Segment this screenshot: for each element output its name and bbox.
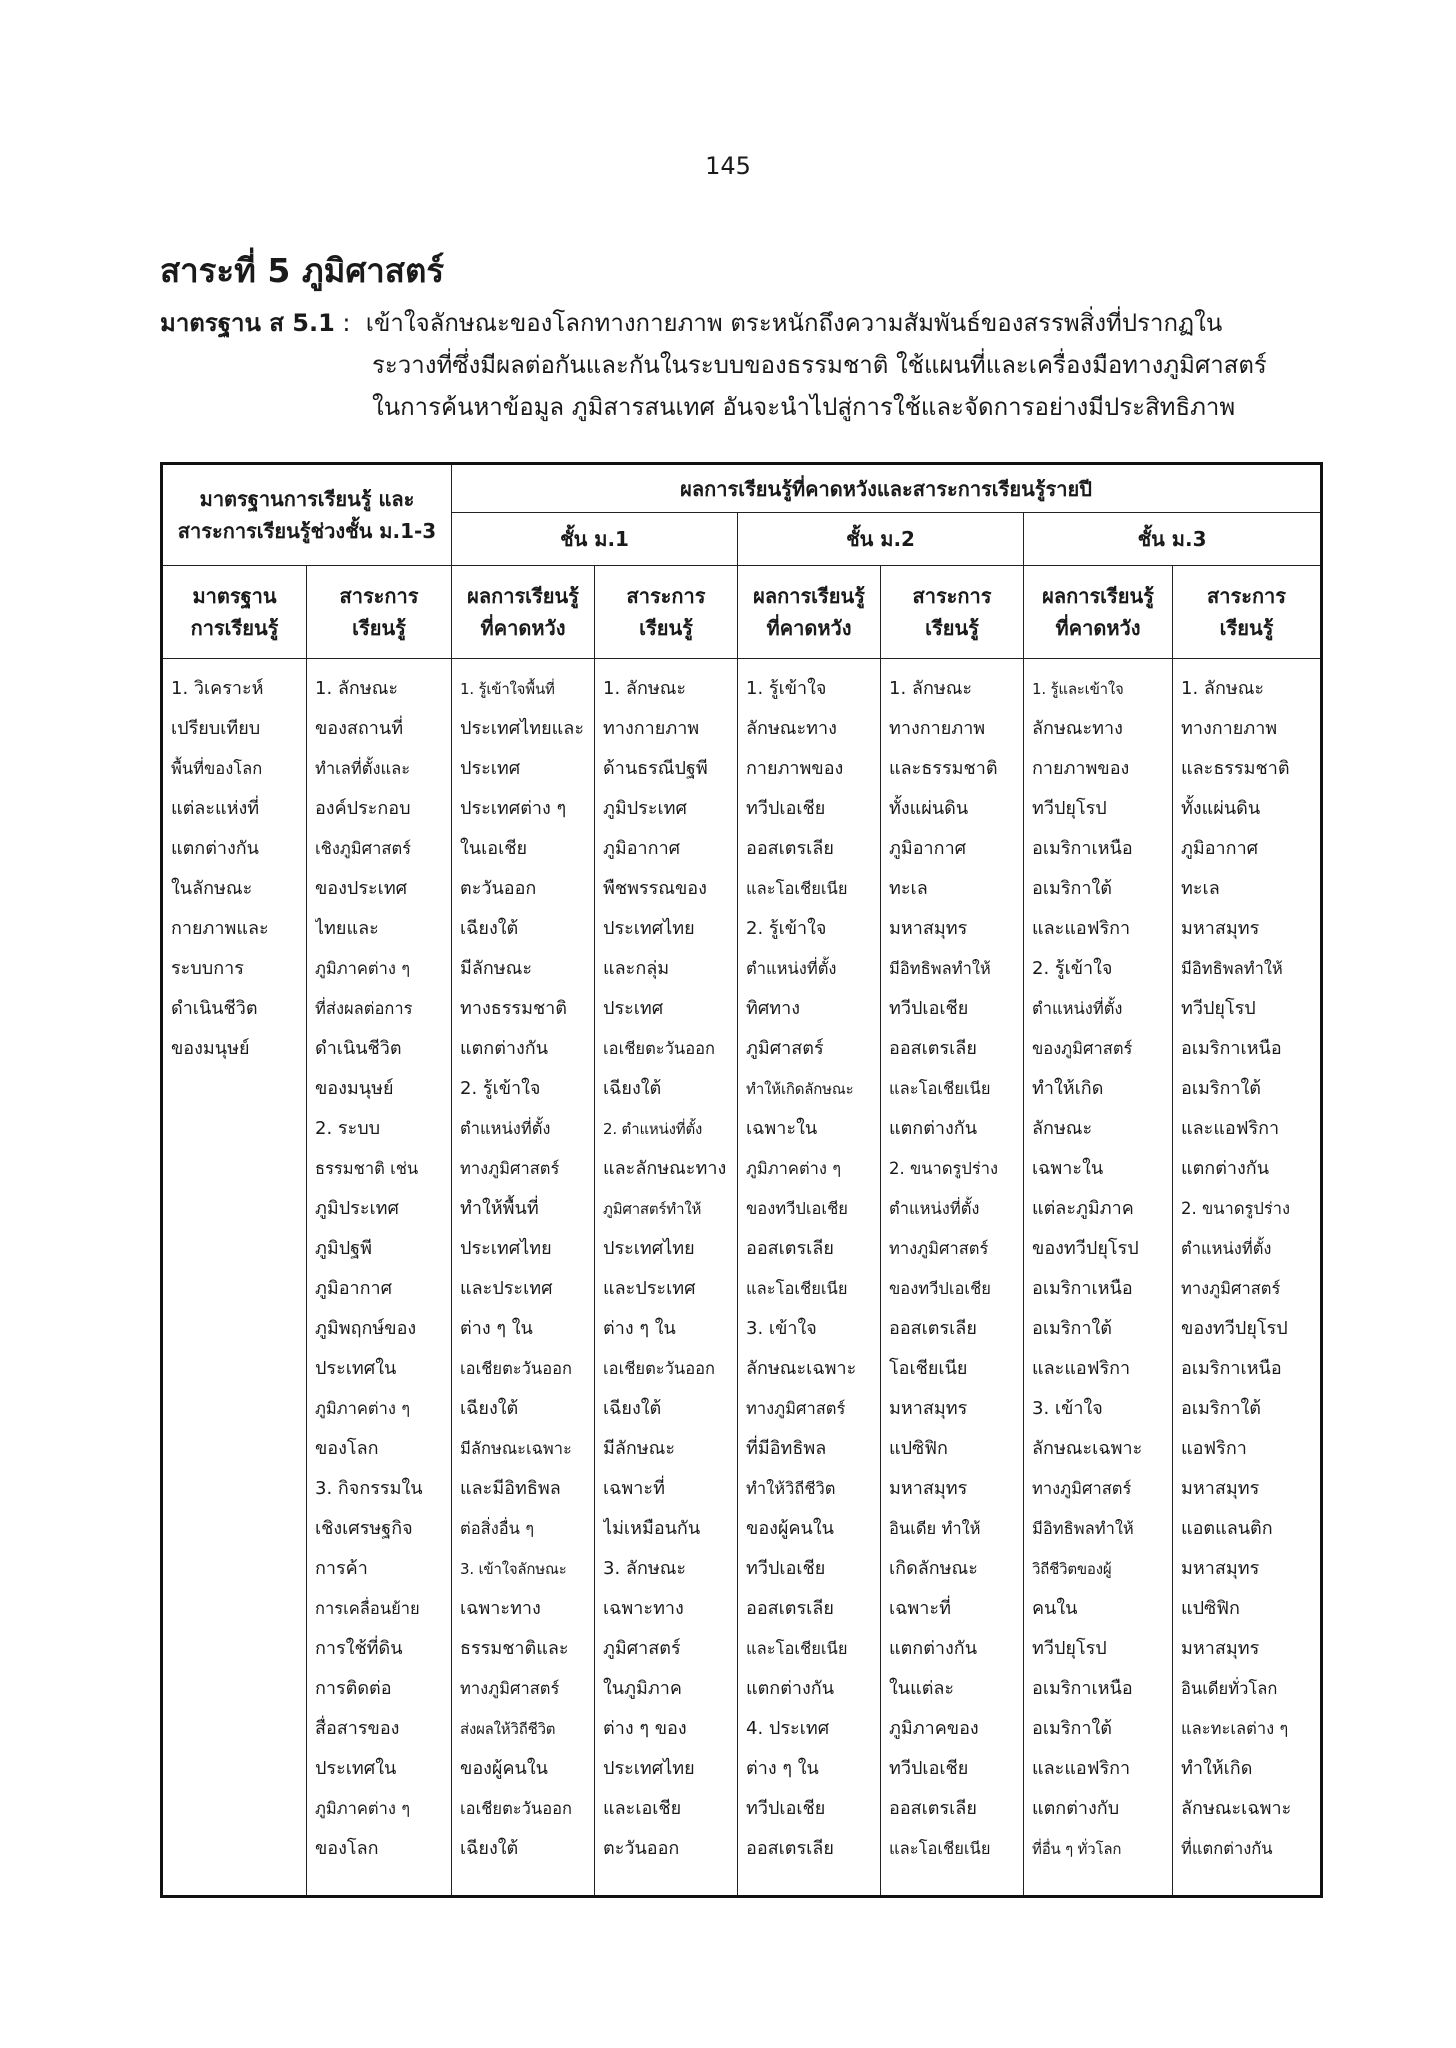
cell-line: แตกต่างกัน bbox=[460, 1038, 548, 1059]
cell-line: การค้า bbox=[315, 1558, 368, 1579]
strand-title: สาระที่ 5 ภูมิศาสตร์ bbox=[160, 251, 445, 290]
cell-line: ภูมิภาคต่าง ๆ bbox=[746, 1159, 842, 1178]
header-left-line-1: มาตรฐานการเรียนรู้ และ bbox=[199, 487, 415, 511]
cell-line: เฉียงใต้ bbox=[460, 918, 519, 939]
cell-line: เกิดลักษณะ bbox=[889, 1558, 978, 1579]
cell-line: ประเทศใน bbox=[315, 1758, 397, 1779]
cell-line: เฉพาะทาง bbox=[603, 1598, 684, 1619]
cell-line: แตกต่างกัน bbox=[889, 1638, 977, 1659]
cell-line: ตะวันออก bbox=[603, 1838, 680, 1859]
cell-line: ประเทศ bbox=[460, 758, 521, 779]
cell-m2-content bbox=[881, 659, 1024, 1897]
cell-line: อเมริกาเหนือ bbox=[1032, 838, 1133, 859]
cell-line: ออสเตรเลีย bbox=[889, 1318, 977, 1339]
cell-m1-outcomes bbox=[452, 659, 595, 1897]
standard-label: มาตรฐาน ส 5.1 bbox=[160, 309, 335, 337]
subheader-m2-content: สาระการ เรียนรู้ bbox=[881, 566, 1024, 659]
cell-line: ทั้งแผ่นดิน bbox=[1181, 798, 1261, 819]
cell-line: ทางภูมิศาสตร์ bbox=[460, 1679, 560, 1698]
cell-line: และโอเชียเนีย bbox=[889, 1079, 991, 1098]
cell-line: ภูมิศาสตร์ bbox=[746, 1038, 824, 1059]
header-left-line-2: สาระการเรียนรู้ช่วงชั้น ม.1-3 bbox=[177, 519, 437, 543]
subheader-m1-content: สาระการ เรียนรู้ bbox=[595, 566, 738, 659]
cell-line: ทำเลที่ตั้งและ bbox=[315, 759, 411, 778]
cell-line: 2. รู้เข้าใจ bbox=[1032, 958, 1113, 979]
cell-line: 2. ขนาดรูปร่าง bbox=[1181, 1199, 1291, 1218]
cell-line: การติดต่อ bbox=[315, 1678, 392, 1699]
cell-line: ทางธรรมชาติ bbox=[460, 998, 567, 1019]
cell-line: 1. รู้และเข้าใจ bbox=[1032, 680, 1124, 698]
cell-line: พืชพรรณของ bbox=[603, 878, 707, 899]
cell-line: ทำให้วิถีชีวิต bbox=[746, 1479, 836, 1498]
cell-line: ลักษณะทาง bbox=[746, 718, 837, 739]
cell-line: เฉียงใต้ bbox=[460, 1838, 519, 1859]
cell-line: อเมริกาใต้ bbox=[1181, 1078, 1261, 1099]
cell-line: มหาสมุทร bbox=[1181, 918, 1260, 939]
cell-line: ลักษณะเฉพาะ bbox=[1032, 1438, 1143, 1459]
cell-line: ทวีปเอเชีย bbox=[889, 1758, 969, 1779]
cell-line: มหาสมุทร bbox=[1181, 1478, 1260, 1499]
cell-line: ประเทศไทย bbox=[603, 1238, 695, 1259]
cell-line: คนใน bbox=[1032, 1598, 1078, 1619]
cell-line: 1. ลักษณะ bbox=[315, 678, 399, 699]
cell-line: มหาสมุทร bbox=[889, 918, 968, 939]
cell-line: เฉพาะทาง bbox=[460, 1598, 541, 1619]
standard-separator: : bbox=[334, 309, 366, 337]
cell-line: มีอิทธิพลทำให้ bbox=[1181, 959, 1283, 978]
cell-line: อเมริกาใต้ bbox=[1181, 1398, 1261, 1419]
standard-text-line-2: ระวางที่ซึ่งมีผลต่อกันและกันในระบบของธรรมชาติ ใช้แผนที่และเครื่องมือทางภูมิศาสตร์ bbox=[372, 351, 1267, 379]
cell-m3-content bbox=[1173, 659, 1322, 1897]
cell-line: อินเดีย ทำให้ bbox=[889, 1519, 981, 1538]
cell-line: ที่อื่น ๆ ทั่วโลก bbox=[1032, 1840, 1122, 1858]
cell-line: 3. เข้าใจ bbox=[1032, 1398, 1103, 1419]
cell-line: แตกต่างกัน bbox=[1181, 1158, 1269, 1179]
cell-line: ภูมิประเทศ bbox=[603, 798, 687, 819]
cell-line: ตำแหน่งที่ตั้ง bbox=[460, 1119, 551, 1138]
standard-text-line-3: ในการค้นหาข้อมูล ภูมิสารสนเทศ อันจะนำไปสู่การใช้และจัดการอย่างมีประสิทธิภาพ bbox=[372, 393, 1236, 421]
cell-line: ธรรมชาติและ bbox=[460, 1638, 569, 1659]
cell-line: ภูมิศาสตร์ทำให้ bbox=[603, 1200, 702, 1218]
cell-line: ภูมิภาคต่าง ๆ bbox=[315, 959, 411, 978]
table-row bbox=[162, 659, 1322, 1897]
cell-line: พื้นที่ของโลก bbox=[171, 759, 263, 778]
cell-line: 3. เข้าใจลักษณะ bbox=[460, 1560, 567, 1578]
cell-line: แตกต่างกัน bbox=[171, 838, 259, 859]
cell-line: ทางกายภาพ bbox=[603, 718, 700, 739]
standard-statement bbox=[160, 302, 1320, 428]
cell-line: ออสเตรเลีย bbox=[889, 1038, 977, 1059]
cell-line: มหาสมุทร bbox=[1181, 1558, 1260, 1579]
standard-text-line-1: เข้าใจลักษณะของโลกทางกายภาพ ตระหนักถึงความสัมพันธ์ของสรรพสิ่งที่ปรากฏใน bbox=[365, 309, 1223, 337]
cell-m1-content bbox=[595, 659, 738, 1897]
cell-line: ระบบการ bbox=[171, 958, 244, 979]
cell-line: แปซิฟิก bbox=[1181, 1598, 1240, 1619]
cell-line: และธรรมชาติ bbox=[1181, 758, 1290, 779]
cell-line: ประเทศไทย bbox=[603, 1758, 695, 1779]
cell-line: เฉพาะใน bbox=[746, 1118, 818, 1139]
cell-line: เฉพาะที่ bbox=[889, 1598, 951, 1619]
cell-line: ต่อสิ่งอื่น ๆ bbox=[460, 1519, 535, 1538]
cell-line: ทวีปยุโรป bbox=[1181, 998, 1256, 1019]
cell-line: กายภาพของ bbox=[1032, 758, 1130, 779]
cell-line: ของมนุษย์ bbox=[171, 1038, 250, 1059]
cell-line: แปซิฟิก bbox=[889, 1438, 948, 1459]
cell-line: มหาสมุทร bbox=[889, 1478, 968, 1499]
cell-line: ทำให้พื้นที่ bbox=[460, 1198, 539, 1219]
cell-line: ประเทศ bbox=[603, 998, 664, 1019]
cell-line: กายภาพของ bbox=[746, 758, 844, 779]
cell-line: ไทยและ bbox=[315, 918, 379, 939]
grade-m3-header: ชั้น ม.3 bbox=[1024, 513, 1322, 566]
cell-line: วิถีชีวิตของผู้ bbox=[1032, 1560, 1112, 1578]
cell-line: ทางภูมิศาสตร์ bbox=[1032, 1479, 1132, 1498]
cell-line: และธรรมชาติ bbox=[889, 758, 998, 779]
cell-line: ภูมิพฤกษ์ของ bbox=[315, 1318, 417, 1339]
cell-line: ของทวีปเอเชีย bbox=[746, 1199, 848, 1218]
subheader-m3-outcomes: ผลการเรียนรู้ ที่คาดหวัง bbox=[1024, 566, 1173, 659]
cell-m3-outcomes bbox=[1024, 659, 1173, 1897]
cell-line: และแอฟริกา bbox=[1181, 1118, 1280, 1139]
cell-line: ของโลก bbox=[315, 1838, 379, 1859]
cell-line: อเมริกาเหนือ bbox=[1181, 1038, 1282, 1059]
cell-line: เฉียงใต้ bbox=[460, 1398, 519, 1419]
cell-line: ดำเนินชีวิต bbox=[315, 1038, 402, 1059]
cell-line: มหาสมุทร bbox=[1181, 1638, 1260, 1659]
cell-line: ต่าง ๆ ใน bbox=[746, 1758, 819, 1779]
cell-line: มีลักษณะเฉพาะ bbox=[460, 1439, 572, 1458]
cell-line: ทวีปเอเชีย bbox=[889, 998, 969, 1019]
cell-line: เอเชียตะวันออก bbox=[460, 1799, 573, 1818]
cell-line: และลักษณะทาง bbox=[603, 1158, 727, 1179]
cell-line: 3. ลักษณะ bbox=[603, 1558, 687, 1579]
cell-line: แอตแลนติก bbox=[1181, 1518, 1273, 1539]
cell-line: เชิงภูมิศาสตร์ bbox=[315, 839, 412, 858]
cell-line: 1. ลักษณะ bbox=[889, 678, 973, 699]
cell-line: ประเทศใน bbox=[315, 1358, 397, 1379]
cell-line: ออสเตรเลีย bbox=[746, 1598, 834, 1619]
cell-line: และโอเชียเนีย bbox=[746, 1639, 848, 1658]
cell-line: ทิศทาง bbox=[746, 998, 801, 1019]
cell-line: อเมริกาใต้ bbox=[1032, 1318, 1112, 1339]
cell-line: ตำแหน่งที่ตั้ง bbox=[1181, 1239, 1272, 1258]
header-yearly-outcomes: ผลการเรียนรู้ที่คาดหวังและสาระการเรียนรู้รายปี bbox=[452, 464, 1322, 513]
cell-line: เอเชียตะวันออก bbox=[460, 1359, 573, 1378]
cell-line: ภูมิภาคต่าง ๆ bbox=[315, 1399, 411, 1418]
cell-line: ภูมิอากาศ bbox=[889, 838, 967, 859]
cell-line: และโอเชียเนีย bbox=[746, 1279, 848, 1298]
cell-line: โอเชียเนีย bbox=[889, 1358, 968, 1379]
cell-m2-outcomes bbox=[738, 659, 881, 1897]
cell-line: 2. ตำแหน่งที่ตั้ง bbox=[603, 1120, 703, 1138]
cell-line: และประเทศ bbox=[460, 1278, 553, 1299]
cell-line: ออสเตรเลีย bbox=[746, 1838, 834, 1859]
cell-line: การใช้ที่ดิน bbox=[315, 1638, 403, 1659]
cell-line: และแอฟริกา bbox=[1032, 918, 1131, 939]
cell-line: ที่มีอิทธิพล bbox=[746, 1438, 827, 1459]
cell-line: ของสถานที่ bbox=[315, 718, 404, 739]
cell-line: 2. รู้เข้าใจ bbox=[460, 1078, 541, 1099]
grade-m2-header: ชั้น ม.2 bbox=[738, 513, 1024, 566]
cell-line: และประเทศ bbox=[603, 1278, 696, 1299]
cell-line: 1. รู้เข้าใจพื้นที่ bbox=[460, 680, 555, 698]
subheader-standard: มาตรฐาน การเรียนรู้ bbox=[162, 566, 307, 659]
page-number: 145 bbox=[705, 152, 751, 180]
cell-line: และโอเชียเนีย bbox=[746, 879, 848, 898]
cell-line: แต่ละภูมิภาค bbox=[1032, 1198, 1134, 1219]
cell-line: ในเอเชีย bbox=[460, 838, 527, 859]
cell-line: 1. ลักษณะ bbox=[603, 678, 687, 699]
cell-line: ไม่เหมือนกัน bbox=[603, 1518, 701, 1539]
cell-line: ของทวีปยุโรป bbox=[1181, 1318, 1288, 1339]
cell-line: มีอิทธิพลทำให้ bbox=[1032, 1519, 1134, 1538]
cell-line: ของทวีปเอเชีย bbox=[889, 1279, 991, 1298]
cell-line: ทำให้เกิด bbox=[1181, 1758, 1253, 1779]
cell-line: ต่าง ๆ ใน bbox=[460, 1318, 533, 1339]
cell-line: ของผู้คนใน bbox=[746, 1518, 834, 1539]
cell-line: ออสเตรเลีย bbox=[746, 1238, 834, 1259]
cell-line: ภูมิภาคของ bbox=[889, 1718, 979, 1739]
cell-line: ที่ส่งผลต่อการ bbox=[315, 999, 413, 1018]
cell-line: ภูมิภาคต่าง ๆ bbox=[315, 1799, 411, 1818]
cell-line: ภูมิศาสตร์ bbox=[603, 1638, 681, 1659]
cell-line: ภูมิอากาศ bbox=[315, 1278, 393, 1299]
cell-line: มีลักษณะ bbox=[460, 958, 533, 979]
cell-standard bbox=[162, 659, 307, 1897]
cell-line: ส่งผลให้วิถีชีวิต bbox=[460, 1720, 556, 1738]
cell-line: ธรรมชาติ เช่น bbox=[315, 1159, 419, 1178]
cell-line: ตำแหน่งที่ตั้ง bbox=[889, 1199, 980, 1218]
cell-line: ทำให้เกิดลักษณะ bbox=[746, 1080, 854, 1098]
cell-line: อเมริกาใต้ bbox=[1032, 878, 1112, 899]
cell-line: ทางกายภาพ bbox=[1181, 718, 1278, 739]
cell-line: ประเทศไทยและ bbox=[460, 718, 584, 739]
cell-line: ประเทศไทย bbox=[460, 1238, 552, 1259]
subheader-content: สาระการ เรียนรู้ bbox=[307, 566, 452, 659]
cell-line: ทะเล bbox=[1181, 878, 1220, 899]
cell-line: ของประเทศ bbox=[315, 878, 408, 899]
cell-line: 3. เข้าใจ bbox=[746, 1318, 817, 1339]
cell-line: 4. ประเทศ bbox=[746, 1718, 830, 1739]
header-standards-overview bbox=[162, 464, 452, 566]
cell-line: ในภูมิภาค bbox=[603, 1678, 682, 1699]
cell-line: และแอฟริกา bbox=[1032, 1358, 1131, 1379]
cell-line: ออสเตรเลีย bbox=[889, 1798, 977, 1819]
cell-line: ของภูมิศาสตร์ bbox=[1032, 1039, 1133, 1058]
cell-line: 1. รู้เข้าใจ bbox=[746, 678, 827, 699]
cell-line: ลักษณะทาง bbox=[1032, 718, 1123, 739]
subheader-m2-outcomes: ผลการเรียนรู้ ที่คาดหวัง bbox=[738, 566, 881, 659]
cell-line: ทางภูมิศาสตร์ bbox=[746, 1399, 846, 1418]
cell-line: และทะเลต่าง ๆ bbox=[1181, 1719, 1289, 1738]
cell-line: แอฟริกา bbox=[1181, 1438, 1247, 1459]
cell-line: แตกต่างกับ bbox=[1032, 1798, 1120, 1819]
cell-line: 3. กิจกรรมใน bbox=[315, 1478, 423, 1499]
grade-m1-header: ชั้น ม.1 bbox=[452, 513, 738, 566]
cell-line: เอเชียตะวันออก bbox=[603, 1039, 716, 1058]
cell-line: เชิงเศรษฐกิจ bbox=[315, 1518, 413, 1539]
subheader-m1-outcomes: ผลการเรียนรู้ ที่คาดหวัง bbox=[452, 566, 595, 659]
cell-line: ของมนุษย์ bbox=[315, 1078, 394, 1099]
cell-line: ทางภูมิศาสตร์ bbox=[460, 1159, 560, 1178]
cell-line: ทวีปเอเชีย bbox=[746, 1798, 826, 1819]
cell-line: 2. ขนาดรูปร่าง bbox=[889, 1159, 999, 1178]
cell-line: องค์ประกอบ bbox=[315, 798, 411, 819]
cell-line: และแอฟริกา bbox=[1032, 1758, 1131, 1779]
cell-line: ภูมิอากาศ bbox=[1181, 838, 1259, 859]
cell-line: และมีอิทธิพล bbox=[460, 1478, 561, 1499]
cell-line: มีอิทธิพลทำให้ bbox=[889, 959, 991, 978]
cell-line: ตำแหน่งที่ตั้ง bbox=[746, 959, 837, 978]
cell-line: ลักษณะเฉพาะ bbox=[746, 1358, 857, 1379]
cell-line: เฉพาะที่ bbox=[603, 1478, 665, 1499]
cell-line: ทวีปยุโรป bbox=[1032, 1638, 1107, 1659]
cell-line: อเมริกาเหนือ bbox=[1181, 1358, 1282, 1379]
cell-line: ประเทศไทย bbox=[603, 918, 695, 939]
cell-line: การเคลื่อนย้าย bbox=[315, 1599, 420, 1618]
cell-line: แตกต่างกัน bbox=[889, 1118, 977, 1139]
cell-line: อเมริกาเหนือ bbox=[1032, 1678, 1133, 1699]
cell-line: ในแต่ละ bbox=[889, 1678, 955, 1699]
cell-line: ในลักษณะ bbox=[171, 878, 253, 899]
cell-line: ทวีปเอเชีย bbox=[746, 798, 826, 819]
cell-line: เฉพาะใน bbox=[1032, 1158, 1104, 1179]
cell-line: เฉียงใต้ bbox=[603, 1398, 662, 1419]
cell-line: 1. ลักษณะ bbox=[1181, 678, 1265, 699]
cell-line: ดำเนินชีวิต bbox=[171, 998, 258, 1019]
cell-line: ทะเล bbox=[889, 878, 928, 899]
cell-content bbox=[307, 659, 452, 1897]
cell-line: และโอเชียเนีย bbox=[889, 1839, 991, 1858]
cell-line: ต่าง ๆ ใน bbox=[603, 1318, 676, 1339]
cell-line: ด้านธรณีปฐพี bbox=[603, 758, 708, 779]
cell-line: และกลุ่ม bbox=[603, 958, 670, 979]
cell-line: แตกต่างกัน bbox=[746, 1678, 834, 1699]
cell-line: ต่าง ๆ ของ bbox=[603, 1718, 687, 1739]
cell-line: 2. รู้เข้าใจ bbox=[746, 918, 827, 939]
cell-line: อินเดียทั่วโลก bbox=[1181, 1679, 1278, 1698]
cell-line: ทวีปยุโรป bbox=[1032, 798, 1107, 819]
cell-line: ทางภูมิศาสตร์ bbox=[1181, 1279, 1281, 1298]
cell-line: 1. วิเคราะห์ bbox=[171, 678, 264, 699]
cell-line: ลักษณะ bbox=[1032, 1118, 1093, 1139]
cell-line: ทางภูมิศาสตร์ bbox=[889, 1239, 989, 1258]
subheader-m3-content: สาระการ เรียนรู้ bbox=[1173, 566, 1322, 659]
cell-line: ลักษณะเฉพาะ bbox=[1181, 1798, 1292, 1819]
cell-line: ทวีปเอเชีย bbox=[746, 1558, 826, 1579]
cell-line: ภูมิอากาศ bbox=[603, 838, 681, 859]
cell-line: มีลักษณะ bbox=[603, 1438, 676, 1459]
cell-line: ทั้งแผ่นดิน bbox=[889, 798, 969, 819]
curriculum-table bbox=[160, 462, 1323, 1898]
cell-line: เปรียบเทียบ bbox=[171, 718, 261, 739]
cell-line: เอเชียตะวันออก bbox=[603, 1359, 716, 1378]
cell-line: ตำแหน่งที่ตั้ง bbox=[1032, 999, 1123, 1018]
cell-line: ของทวีปยุโรป bbox=[1032, 1238, 1139, 1259]
cell-line: ทำให้เกิด bbox=[1032, 1078, 1104, 1099]
cell-line: ตะวันออก bbox=[460, 878, 537, 899]
cell-line: แต่ละแห่งที่ bbox=[171, 798, 260, 819]
cell-line: ภูมิปฐพี bbox=[315, 1238, 372, 1259]
cell-line: และเอเชีย bbox=[603, 1798, 682, 1819]
cell-line: อเมริกาใต้ bbox=[1032, 1718, 1112, 1739]
cell-line: ของโลก bbox=[315, 1438, 379, 1459]
cell-line: ของผู้คนใน bbox=[460, 1758, 548, 1779]
cell-line: ออสเตรเลีย bbox=[746, 838, 834, 859]
cell-line: มหาสมุทร bbox=[889, 1398, 968, 1419]
cell-line: ที่แตกต่างกัน bbox=[1181, 1839, 1273, 1858]
cell-line: ภูมิประเทศ bbox=[315, 1198, 399, 1219]
cell-line: อเมริกาเหนือ bbox=[1032, 1278, 1133, 1299]
cell-line: กายภาพและ bbox=[171, 918, 269, 939]
cell-line: ทางกายภาพ bbox=[889, 718, 986, 739]
cell-line: เฉียงใต้ bbox=[603, 1078, 662, 1099]
cell-line: ประเทศต่าง ๆ bbox=[460, 798, 567, 819]
cell-line: สื่อสารของ bbox=[315, 1718, 400, 1739]
cell-line: 2. ระบบ bbox=[315, 1118, 381, 1139]
